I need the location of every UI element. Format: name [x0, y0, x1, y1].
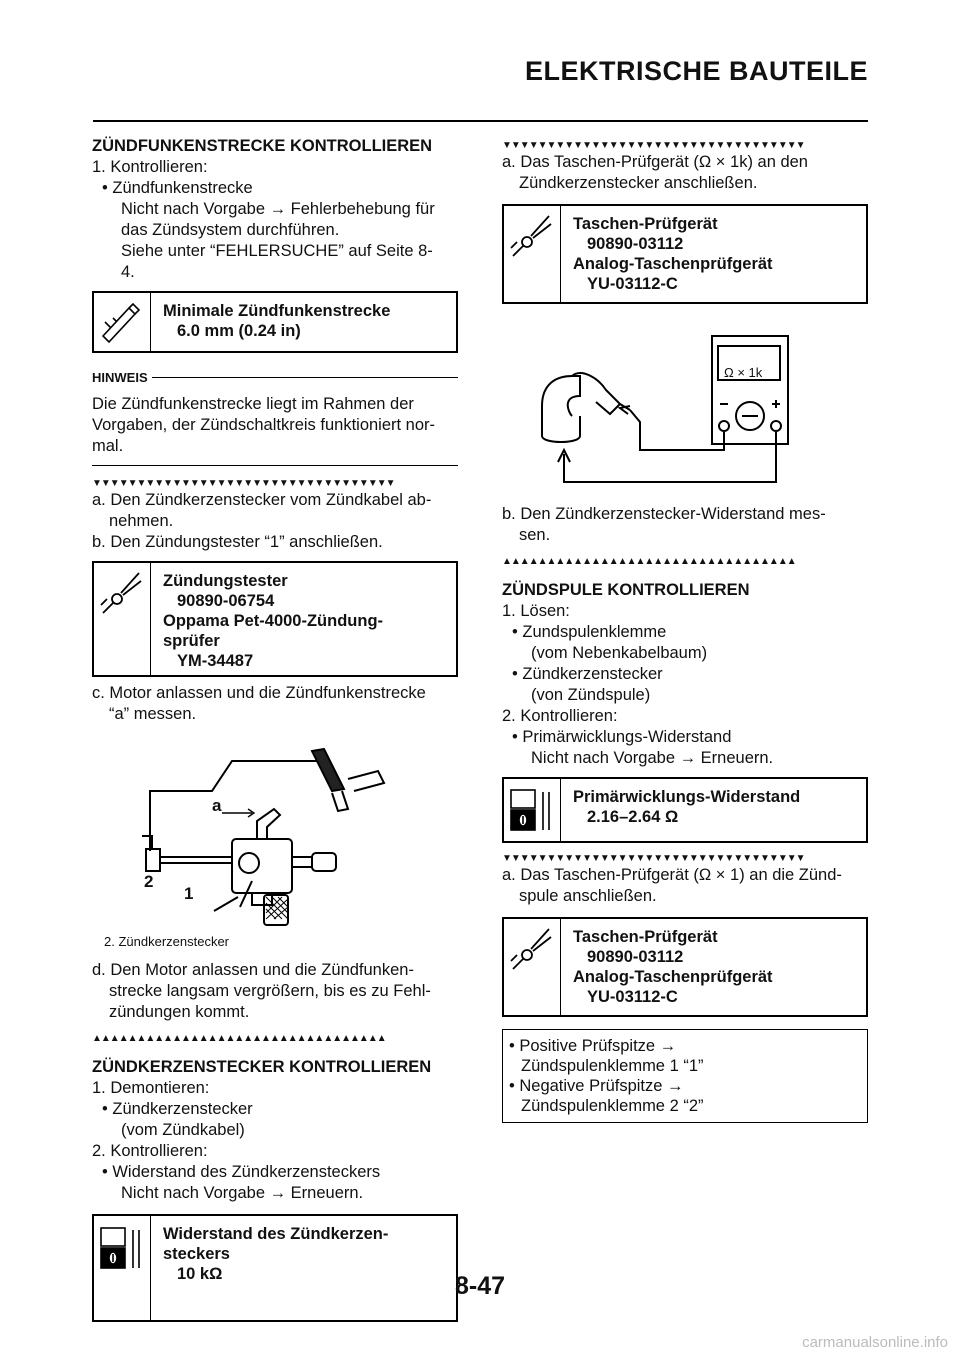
body-text: (von Zündspule)	[531, 686, 651, 704]
step-text: d. Den Motor anlassen und die Zündfunken-	[92, 961, 414, 979]
step-text: b. Den Zündungstester “1” anschließen.	[92, 533, 383, 551]
ohmmeter-icon	[94, 1216, 151, 1320]
spec-value: YM-34487	[177, 652, 254, 670]
step-text: a. Das Taschen-Prüfgerät (Ω × 1k) an den	[502, 153, 808, 171]
footer-watermark: carmanualsonline.info	[802, 1334, 948, 1351]
spec-value: 90890-03112	[587, 235, 684, 253]
figure-ignition-tester	[92, 731, 458, 931]
pocket-tester-illustration	[502, 332, 868, 500]
step-text: a. Das Taschen-Prüfgerät (Ω × 1) an die Zünd-	[502, 866, 842, 884]
spec-box-spark-gap	[92, 291, 458, 353]
procedure-start-marker: ▼▼▼▼▼▼▼▼▼▼▼▼▼▼▼▼▼▼▼▼▼▼▼▼▼▼▼▼▼▼▼▼▼▼	[502, 140, 805, 151]
step-text: 1. Kontrollieren:	[92, 158, 208, 176]
body-text: 4.	[121, 263, 135, 281]
body-text: Siehe unter “FEHLERSUCHE” auf Seite 8-	[121, 242, 433, 260]
step-text: Zündkerzenstecker anschließen.	[519, 174, 758, 192]
ignition-tester-illustration	[92, 731, 458, 931]
step-text: 2. Kontrollieren:	[502, 707, 618, 725]
page-number: 8-47	[454, 1272, 506, 1300]
spec-box-primary-coil	[502, 777, 868, 843]
spec-box-plug-cap-resistance	[92, 1214, 458, 1322]
pliers-icon	[94, 563, 151, 675]
body-text: Nicht nach Vorgabe → Erneuern.	[531, 749, 774, 767]
note-heading: HINWEIS	[92, 367, 458, 388]
step-text: 1. Demontieren:	[92, 1079, 210, 1097]
caliper-icon	[94, 293, 151, 351]
spec-title: Minimale Zündfunkenstrecke	[163, 302, 391, 320]
page-header-title: ELEKTRISCHE BAUTEILE	[524, 56, 868, 86]
step-text: zündungen kommt.	[109, 1003, 250, 1021]
probe-text: Zündspulenklemme 1 “1”	[521, 1057, 704, 1075]
spec-box-pocket-tester-2	[502, 917, 868, 1017]
step-text: strecke langsam vergrößern, bis es zu Fehl-	[109, 982, 431, 1000]
bullet-text: • Zundspulenklemme	[512, 623, 667, 641]
spec-title: Taschen-Prüfgerät	[573, 928, 718, 946]
body-text: Nicht nach Vorgabe → Fehlerbehebung für	[121, 200, 435, 218]
spec-value: 90890-03112	[587, 948, 684, 966]
spec-title: Oppama Pet-4000-Zündung-	[163, 612, 384, 630]
bullet-text: • Zündfunkenstrecke	[102, 179, 253, 197]
step-text: 1. Lösen:	[502, 602, 570, 620]
spec-value: 90890-06754	[177, 592, 275, 610]
body-text: Nicht nach Vorgabe → Erneuern.	[121, 1184, 364, 1202]
step-text: 2. Kontrollieren:	[92, 1142, 208, 1160]
note-rule	[92, 465, 458, 466]
note-text: Die Zündfunkenstrecke liegt im Rahmen der Vorgaben, der Zündschaltkreis funktioniert nor- mal.	[92, 395, 436, 455]
step-text: sen.	[519, 526, 551, 544]
spec-value: 2.16–2.64 Ω	[587, 808, 679, 826]
ohmmeter-icon	[504, 779, 561, 841]
header-rule	[93, 120, 868, 122]
body-text: (vom Nebenkabelbaum)	[531, 644, 708, 662]
right-column	[502, 136, 868, 1123]
spec-title: sprüfer	[163, 632, 220, 650]
spec-title: Analog-Taschenprüfgerät	[573, 255, 773, 273]
spec-value: YU-03112-C	[587, 988, 678, 1006]
spec-value: 10 kΩ	[177, 1265, 223, 1283]
pliers-icon	[504, 206, 561, 302]
spec-title: Widerstand des Zündkerzen-	[163, 1225, 389, 1243]
section-title-spark-gap: ZÜNDFUNKENSTRECKE KONTROLLIEREN	[92, 137, 433, 155]
bullet-text: • Zündkerzenstecker	[102, 1100, 253, 1118]
probe-connection-box	[502, 1029, 868, 1123]
probe-text: • Positive Prüfspitze →	[509, 1037, 677, 1055]
bullet-text: • Zündkerzenstecker	[512, 665, 663, 683]
procedure-end-marker: ▲▲▲▲▲▲▲▲▲▲▲▲▲▲▲▲▲▲▲▲▲▲▲▲▲▲▲▲▲▲▲▲▲	[502, 556, 796, 567]
section-title-ignition-coil: ZÜNDSPULE KONTROLLIEREN	[502, 581, 750, 599]
step-text: “a” messen.	[109, 705, 197, 723]
body-text: das Zündsystem durchführen.	[121, 221, 340, 239]
figure-label-1: 1	[184, 884, 194, 903]
procedure-start-marker: ▼▼▼▼▼▼▼▼▼▼▼▼▼▼▼▼▼▼▼▼▼▼▼▼▼▼▼▼▼▼▼▼▼▼	[92, 478, 395, 489]
left-column	[92, 136, 458, 1322]
probe-text: Zündspulenklemme 2 “2”	[521, 1097, 704, 1115]
procedure-end-marker: ▲▲▲▲▲▲▲▲▲▲▲▲▲▲▲▲▲▲▲▲▲▲▲▲▲▲▲▲▲▲▲▲▲	[92, 1033, 386, 1044]
step-text: nehmen.	[109, 512, 174, 530]
bullet-text: • Widerstand des Zündkerzensteckers	[102, 1163, 381, 1181]
body-text: (vom Zündkabel)	[121, 1121, 245, 1139]
spec-title: Primärwicklungs-Widerstand	[573, 788, 801, 806]
procedure-start-marker: ▼▼▼▼▼▼▼▼▼▼▼▼▼▼▼▼▼▼▼▼▼▼▼▼▼▼▼▼▼▼▼▼▼▼	[502, 853, 805, 864]
meter-range-label: Ω × 1k	[724, 365, 763, 380]
spec-box-ignition-tester	[92, 561, 458, 677]
spec-title: Taschen-Prüfgerät	[573, 215, 718, 233]
pliers-icon	[504, 919, 561, 1015]
spec-title: Analog-Taschenprüfgerät	[573, 968, 773, 986]
step-text: spule anschließen.	[519, 887, 657, 905]
step-text: c. Motor anlassen und die Zündfunkenstrecke	[92, 684, 426, 702]
spec-title: steckers	[163, 1245, 230, 1263]
figure-caption: 2. Zündkerzenstecker	[104, 934, 230, 949]
figure-label-2: 2	[144, 872, 154, 891]
spec-value: YU-03112-C	[587, 275, 678, 293]
spec-value: 6.0 mm (0.24 in)	[177, 322, 301, 340]
spec-title: Zündungstester	[163, 572, 288, 590]
probe-text: • Negative Prüfspitze →	[509, 1077, 684, 1095]
bullet-text: • Primärwicklungs-Widerstand	[512, 728, 732, 746]
figure-label-a: a	[212, 796, 222, 815]
step-text: a. Den Zündkerzenstecker vom Zündkabel ab-	[92, 491, 432, 509]
step-text: b. Den Zündkerzenstecker-Widerstand mes-	[502, 505, 826, 523]
figure-pocket-tester	[502, 332, 868, 500]
section-title-plug-cap: ZÜNDKERZENSTECKER KONTROLLIEREN	[92, 1058, 432, 1076]
spec-box-pocket-tester	[502, 204, 868, 304]
